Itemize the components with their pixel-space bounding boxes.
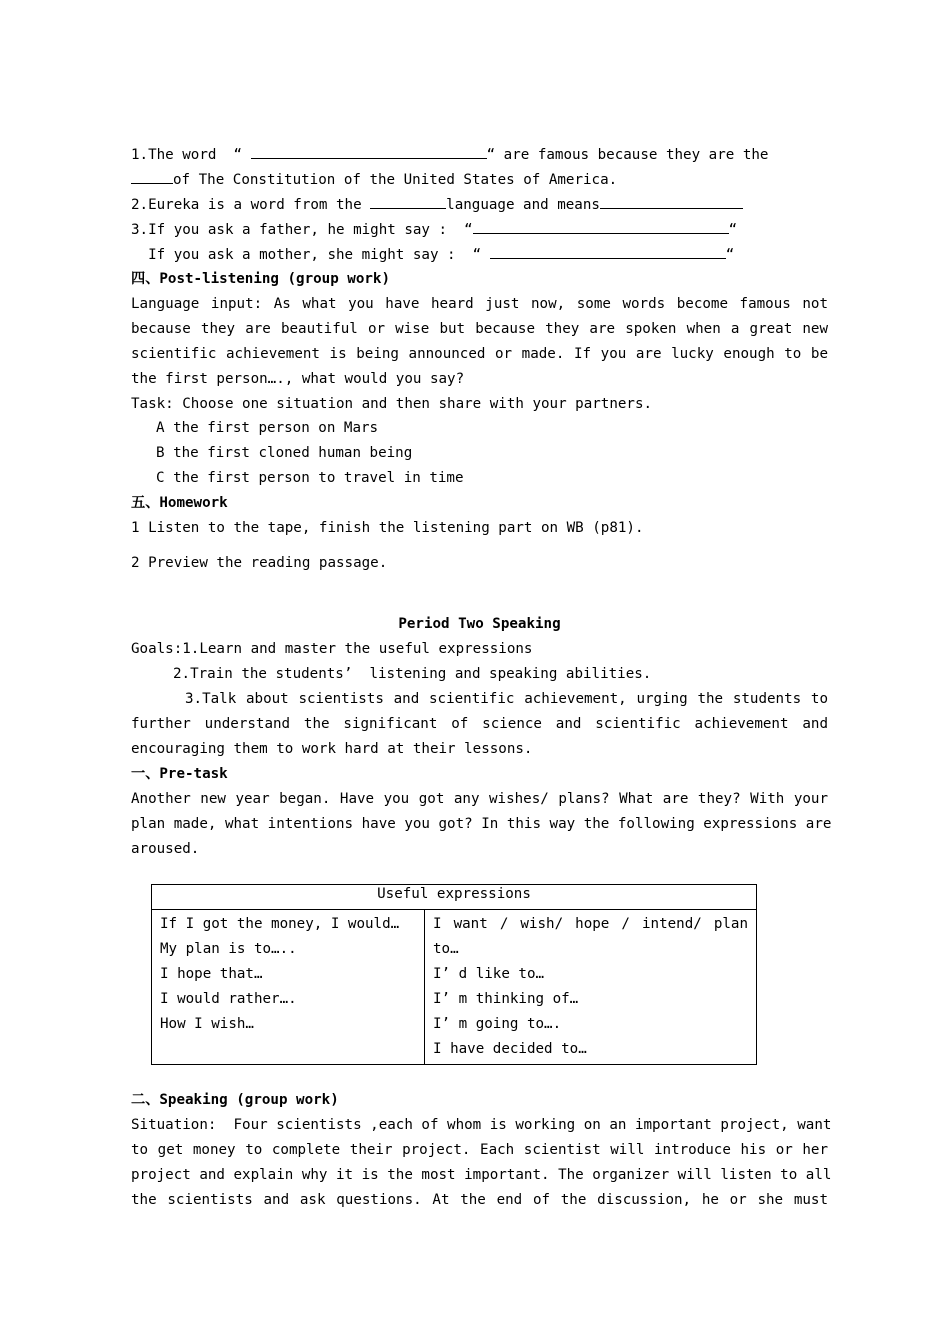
speaking-line: project and explain why it is the most important. The organizer will listen to all — [131, 1167, 832, 1183]
question-2 — [131, 194, 828, 214]
table-header: Useful expressions — [152, 885, 757, 910]
goal-2: 2.Train the students’ listening and speaking abilities. — [173, 666, 652, 682]
goal-3-line: further understand the significant of science and scientific achievement and — [131, 716, 828, 732]
option-a: A the first person on Mars — [156, 420, 379, 436]
pre-task-line: Another new year began. Have you got any wishes/ plans? What are they? With your — [131, 791, 828, 807]
q1-blank-2[interactable] — [131, 169, 173, 184]
question-3b — [131, 244, 828, 264]
q3b-quote-end: “ — [725, 247, 735, 263]
speaking-line: to get money to complete their project. Each scientist will introduce his or her — [131, 1142, 828, 1158]
option-b: B the first cloned human being — [156, 445, 413, 461]
goal-1: Goals:1.Learn and master the useful expressions — [131, 641, 533, 657]
post-listening-heading: 四、Post-listening (group work) — [131, 271, 390, 287]
q3-quote-end: “ — [728, 222, 738, 238]
expression-item: I’ d like to… — [433, 966, 545, 982]
homework-item: 2 Preview the reading passage. — [131, 555, 388, 571]
homework-item: 1 Listen to the tape, finish the listening part on WB (p81). — [131, 520, 644, 536]
goal-3-line: encouraging them to work hard at their lessons. — [131, 741, 533, 757]
q1-text-a: 1.The word “ — [131, 147, 251, 163]
q3b-text: If you ask a mother, she might say : “ — [131, 247, 490, 263]
table-right-column — [425, 910, 757, 1065]
q3-blank-2[interactable] — [490, 244, 726, 259]
speaking-line: Situation: Four scientists ,each of whom is working on an important project, want — [131, 1117, 832, 1133]
pre-task-line: aroused. — [131, 841, 200, 857]
expression-item: If I got the money, I would… — [160, 916, 400, 932]
expression-item: I have decided to… — [433, 1041, 587, 1057]
q1-blank-1[interactable] — [251, 144, 487, 159]
expression-item: I hope that… — [160, 966, 263, 982]
language-input-line: Language input: As what you have heard just now, some words become famous not — [131, 296, 828, 312]
useful-expressions-table — [151, 884, 757, 1065]
expression-item: to… — [433, 941, 459, 957]
speaking-heading: 二、Speaking (group work) — [131, 1092, 339, 1108]
pre-task-heading: 一、Pre-task — [131, 766, 228, 782]
q2-blank-2[interactable] — [600, 194, 743, 209]
q2-blank-1[interactable] — [370, 194, 446, 209]
expression-item: I want / wish/ hope / intend/ plan — [433, 916, 748, 932]
expression-item: My plan is to….. — [160, 941, 297, 957]
q1-text-c: of The Constitution of the United States of America. — [173, 172, 618, 188]
goal-3-line: 3.Talk about scientists and scientific achievement, urging the students to — [185, 691, 828, 707]
question-1-cont — [131, 169, 828, 189]
table-left-column — [152, 910, 425, 1065]
q2-text-b: language and means — [446, 197, 600, 213]
expression-item: I’ m thinking of… — [433, 991, 579, 1007]
q2-text-a: 2.Eureka is a word from the — [131, 197, 371, 213]
language-input-line: scientific achievement is being announced or made. If you are lucky enough to be — [131, 346, 828, 362]
option-c: C the first person to travel in time — [156, 470, 464, 486]
homework-heading: 五、Homework — [131, 495, 228, 511]
language-input-line: because they are beautiful or wise but because they are spoken when a great new — [131, 321, 828, 337]
q3-text-a: 3.If you ask a father, he might say : “ — [131, 222, 473, 238]
q3-blank-1[interactable] — [473, 219, 729, 234]
expression-item: I would rather…. — [160, 991, 297, 1007]
period-two-title: Period Two Speaking — [398, 616, 561, 632]
expression-item: I’ m going to…. — [433, 1016, 562, 1032]
task-line: Task: Choose one situation and then share with your partners. — [131, 396, 653, 412]
question-3 — [131, 219, 828, 239]
pre-task-line: plan made, what intentions have you got? In this way the following expressions are — [131, 816, 832, 832]
language-input-line: the first person…., what would you say? — [131, 371, 465, 387]
expression-item: How I wish… — [160, 1016, 254, 1032]
speaking-line: the scientists and ask questions. At the end of the discussion, he or she must — [131, 1192, 828, 1208]
question-1 — [131, 144, 828, 164]
q1-text-b: “ are famous because they are the — [486, 147, 769, 163]
